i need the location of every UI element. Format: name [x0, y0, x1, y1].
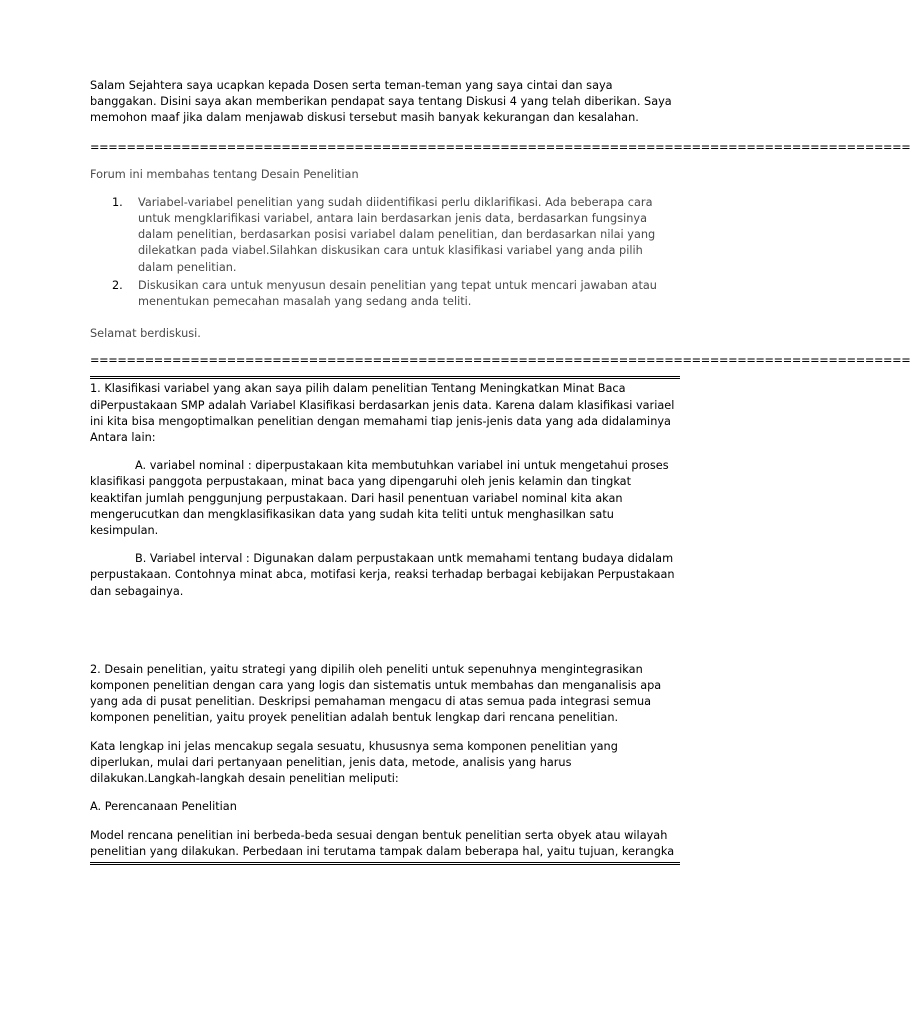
answer-paragraph: Kata lengkap ini jelas mencakup segala sesuatu, khususnya sema komponen penelitian yang diperlukan, mulai dari pertanyaan penelitian, jenis data, metode, analisis yang harus dilakukan.Langkah-langkah desain penelitian meliputi: [90, 739, 618, 786]
question-text: Diskusikan cara untuk menyusun desain penelitian yang tepat untuk mencari jawaban atau menentukan pemecahan masalah yang sedang anda teliti. [138, 278, 657, 309]
forum-section [90, 167, 680, 343]
answer-paragraph: B. Variabel interval : Digunakan dalam perpustakaan untk memahami tentang budaya didalam perpustakaan. Contohnya minat abca, motifasi kerja, reaksi terhadap berbagai kebijakan Perpustakaan dan sebagainya. [90, 552, 675, 598]
answer-paragraph: 2. Desain penelitian, yaitu strategi yang dipilih oleh peneliti untuk sepenuhnya mengintegrasikan komponen penelitian dengan cara yang logis dan sistematis untuk membahas dan menganalisis apa yang ada di pusat penelitian. Deskripsi pemahaman mengacu di atas semua pada integrasi semua komponen penelitian, yaitu proyek penelitian adalah bentuk lengkap dari rencana penelitian. [90, 662, 662, 725]
list-number: 1. [112, 195, 123, 209]
question-text: Variabel-variabel penelitian yang sudah diidentifikasi perlu diklarifikasi. Ada beberapa cara untuk mengklarifikasi variabel, antara lain berdasarkan jenis data, berdasarkan fungsinya dalam penelitian, berdasarkan posisi variabel dalam penelitian, dan berdasarkan nilai yang dilekatkan pada viabel.Silahkan diskusikan cara untuk klasifikasi variabel yang anda pilih dalam penelitian. [138, 195, 656, 274]
document-page [90, 78, 910, 865]
answer-paragraph: Model rencana penelitian ini berbeda-beda sesuai dengan bentuk penelitian serta obyek atau wilayah penelitian yang dilakukan. Perbedaan ini terutama tampak dalam beberapa hal, yaitu tujuan, kerangka [90, 828, 675, 858]
closing-text: Selamat berdiskusi. [90, 327, 201, 341]
forum-title: Forum ini membahas tentang Desain Penelitian [90, 167, 359, 181]
separator-line: ========================================================================================== [90, 354, 910, 368]
answer-paragraph: A. variabel nominal : diperpustakaan kita membutuhkan variabel ini untuk mengetahui proses klasifikasi panggota perpustakaan, minat baca yang dipengaruhi oleh jenis kelamin dan tingkat keaktifan jumlah penggunjung perpustakaan. Dari hasil penentuan variabel nominal kita akan mengerucutkan dan mengklasifikasikan data yang sudah kita teliti untuk menghasilkan satu kesimpulan. [90, 459, 669, 538]
answer-section [90, 376, 680, 864]
separator-line: ========================================================================================== [90, 140, 910, 154]
answer-paragraph: 1. Klasifikasi variabel yang akan saya pilih dalam penelitian Tentang Meningkatkan Minat Baca diPerpustakaan SMP adalah Variabel Klasifikasi berdasarkan jenis data. Karena dalam klasifikasi variael ini kita bisa mengoptimalkan penelitian dengan memahami tiap jenis-jenis data yang ada didalaminya Antara lain: [90, 382, 675, 445]
list-item [90, 278, 680, 310]
answer-subheading: A. Perencanaan Penelitian [90, 800, 237, 814]
list-number: 2. [112, 278, 123, 292]
list-item [90, 195, 680, 276]
intro-paragraph: Salam Sejahtera saya ucapkan kepada Dosen serta teman-teman yang saya cintai dan saya banggakan. Disini saya akan memberikan pendapat saya tentang Diskusi 4 yang telah diberikan. Saya memohon maaf jika dalam menjawab diskusi tersebut masih banyak kekurangan dan kesalahan. [90, 79, 672, 125]
question-list [90, 195, 680, 310]
